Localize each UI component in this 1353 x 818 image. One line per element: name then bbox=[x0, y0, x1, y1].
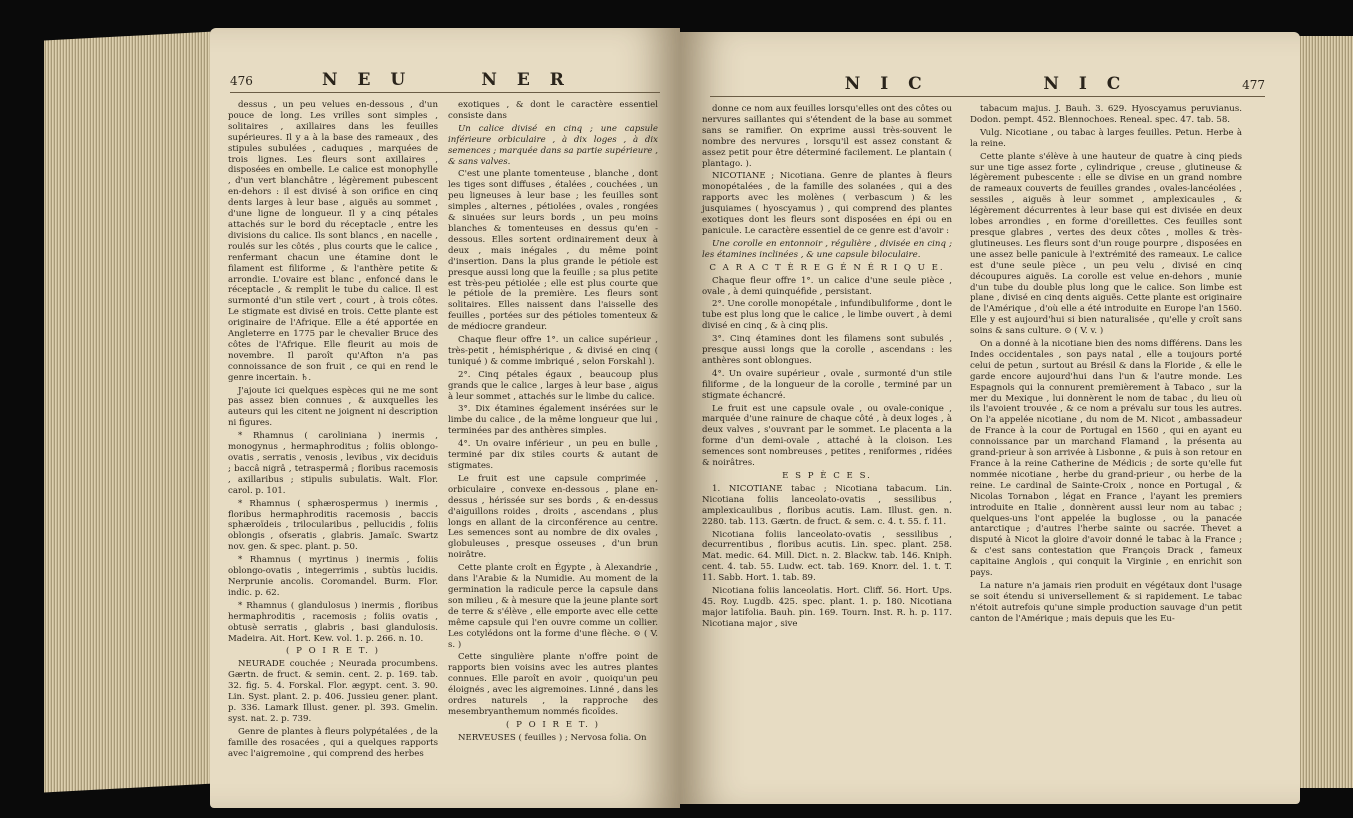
paragraph: Chaque fleur offre 1°. un calice supérieur , très-petit , hémisphérique , & divisé en cinq ( tuniqué ) & comme imbriqué , selon Forskahl ). bbox=[448, 335, 658, 367]
paragraph: 3°. Dix étamines également insérées sur le limbe du calice , de la même longueur que lui , terminées par des anthères simples. bbox=[448, 404, 658, 437]
left-column-2 bbox=[448, 100, 658, 746]
right-header-rule bbox=[710, 96, 1265, 97]
right-page-header bbox=[710, 74, 1265, 94]
paragraph: Genre de plantes à fleurs polypétalées , de la famille des rosacées , qui a quelques rapports avec l'aigremoine , qui comprend des herbes bbox=[228, 726, 438, 759]
right-header-left-title: N I C bbox=[844, 74, 929, 94]
paragraph: * Rhamnus ( myrtinus ) inermis , foliis oblongo-ovatis , integerrimis , subtùs lucidis. Nerprunie ancolis. Coromandel. Burm. Flor. indic. p. 62. bbox=[228, 555, 438, 598]
paragraph: Vulg. Nicotiane , ou tabac à larges feuilles. Petun. Herbe à la reine. bbox=[970, 127, 1242, 149]
paragraph: C'est une plante tomenteuse , blanche , dont les tiges sont diffuses , étalées , couchées , un peu ligneuses à leur base ; les feuilles sont simples , alternes , pétiolées , ovales , rongées & sinuées sur leurs bords , un peu moins blanches & tomenteuses en dessus qu'en - dessous. Elles sortent ordinairement deux à deux , mais inégales , du même point d'insertion. Dans la plus grande le pétiole est presque aussi long que la feuille ; sa plus petite est très-peu pétiolée ; elle est plus courte que le pétiole de la première. Les fleurs sont solitaires. Elles naissent dans l'aisselle des feuilles , portées sur des pétioles tomenteux & de médiocre grandeur. bbox=[448, 169, 658, 333]
paragraph: ( P O I R E T. ) bbox=[286, 646, 380, 657]
paragraph: NERVEUSES ( feuilles ) ; Nervosa folia. On bbox=[458, 732, 647, 743]
paragraph: Un calice divisé en cinq ; une capsule inférieure orbiculaire , à dix loges , à dix semences ; marquée dans sa partie supérieure , & sans valves. bbox=[448, 123, 658, 167]
left-page bbox=[210, 28, 680, 808]
paragraph: Nicotiana foliis lanceolato-ovatis , sessilibus , decurrentibus , floribus acutis. Lin. spec. plant. 258. Mat. medic. 64. Mill. Dict. n. 2. Blackw. tab. 146. Kniph. cent. 4. tab. 55. Ludw. ect. tab. 169. Knorr. del. 1. t. T. 11. Sabb. Hort. 1. tab. 89. bbox=[702, 529, 952, 584]
paragraph: C A R A C T È R E G É N É R I Q U E. bbox=[709, 262, 945, 273]
paragraph: ( P O I R E T. ) bbox=[506, 719, 600, 730]
paragraph: J'ajoute ici quelques espèces qui ne me sont pas assez bien connues , & auxquelles les auteurs qui les citent ne joignent ni description ni figures. bbox=[228, 385, 438, 429]
paragraph: tabacum majus. J. Bauh. 3. 629. Hyoscyamus peruvianus. Dodon. pempt. 452. Blennochoes. Reneal. spec. 47. tab. 58. bbox=[970, 104, 1242, 125]
paragraph: donne ce nom aux feuilles lorsqu'elles ont des côtes ou nervures saillantes qui s'étendent de la base au sommet sans se ramifier. On exprime aussi très-souvent le nombre des nervures , lorsqu'il est assez constant & assez petit pour être déterminé facilement. Le plantain ( plantago. ). bbox=[702, 104, 952, 169]
page-edges-left bbox=[44, 32, 214, 793]
right-page bbox=[680, 32, 1300, 804]
paragraph: Une corolle en entonnoir , régulière , divisée en cinq ; les étamines inclinées , & une capsule biloculaire. bbox=[702, 238, 952, 260]
paragraph: 2°. Une corolle monopétale , infundibuliforme , dont le tube est plus long que le calice , le limbe ouvert , à demi divisé en cinq , & à cinq plis. bbox=[702, 299, 952, 332]
paragraph: La nature n'a jamais rien produit en végétaux dont l'usage se soit étendu si universellement & si rapidement. Le tabac n'étoit autrefois qu'une simple production sauvage d'un petit canton de l'Amérique ; mais depuis que les Eu- bbox=[970, 580, 1242, 624]
left-column-1 bbox=[228, 100, 438, 761]
paragraph: * Rhamnus ( sphærospermus ) inermis , floribus hermaphroditis racemosis , baccis sphæroïdeis , trilocularibus , pellucidis , foliis oblongis , ofseratis , glabris. Jamaïc. Swartz nov. gen. & spec. plant. p. 50. bbox=[228, 498, 438, 553]
paragraph: Le fruit est une capsule ovale , ou ovale-conique , marquée d'une rainure de chaque côté , à deux loges , à deux valves , s'ouvrant par le sommet. Le placenta a la forme d'un demi-ovale , attaché à la cloison. Les semences sont nombreuses , petites , reniformes , ridées & noirâtres. bbox=[702, 403, 952, 469]
paragraph: Cette singulière plante n'offre point de rapports bien voisins avec les autres plantes connues. Elle paroît en avoir , quoiqu'un peu éloignés , avec les aigremoines. Linné , dans les ordres naturels , la rapproche des mesembryanthemum nommés ficoïdes. bbox=[448, 652, 658, 717]
right-header-right-title: N I C bbox=[1043, 74, 1128, 94]
left-header-left-title: N E U bbox=[322, 70, 413, 90]
right-column-2 bbox=[970, 104, 1242, 627]
paragraph: Nicotiana foliis lanceolatis. Hort. Cliff. 56. Hort. Ups. 45. Roy. Lugdb. 425. spec. plant. 1. p. 180. Nicotiana major latifolia. Bauh. pin. 169. Tourn. Inst. R. h. p. 117. Nicotiana major , sive bbox=[702, 586, 952, 629]
paragraph: * Rhamnus ( caroliniana ) inermis , monogynus , hermaphroditus ; foliis oblongo-ovatis , serratis , venosis , levibus , vix deciduis ; baccâ nigrâ , tetraspermâ ; floribus racemosis , axillaribus ; stipulis subulatis. Walt. Flor. carol. p. 101. bbox=[228, 431, 438, 496]
paragraph: dessus , un peu velues en-dessous , d'un pouce de long. Les vrilles sont simples , solitaires , axillaires dans les feuilles supérieures. Il y a à la base des rameaux , des stipules subulées , caduques , marquées de trois lignes. Les fleurs sont axillaires , disposées en ombelle. Le calice est monophylle , d'un vert blanchâtre , légèrement pubescent en-dehors : il est divisé à son orifice en cinq dents larges à leur base , aiguës au sommet , d'une ligne de longueur. Il y a cinq pétales attachés sur le bord du réceptacle , entre les divisions du calice. Ils sont blancs , en nacelle , roulés sur les côtés , plus courts que le calice , renfermant chacun une étamine dont le filament est filiforme , & l'anthère petite & arrondie. L'ovaire est blanc , enfoncé dans le réceptacle , & remplit le tube du calice. Il est surmonté d'un stile vert , court , à trois côtes. Le stigmate est divisé en trois. Cette plante est originaire de l'Afrique. Elle a été apportée en Angleterre en 1775 par le chevalier Bruce des côtes de l'Afrique. Elle fleurit au mois de novembre. Il paroît qu'Afton n'a pas connoissance de son fruit , ce qui en rend le genre incertain. ♄. bbox=[228, 100, 438, 383]
page-edges-right bbox=[1293, 36, 1353, 788]
paragraph: 4°. Un ovaire inférieur , un peu en bulle , terminé par dix stiles courts & autant de stigmates. bbox=[448, 439, 658, 471]
left-page-header bbox=[230, 70, 660, 90]
right-page-number: 477 bbox=[1242, 78, 1265, 92]
paragraph: E S P È C E S. bbox=[782, 471, 872, 481]
paragraph: exotiques , & dont le caractère essentiel consiste dans bbox=[448, 100, 658, 121]
left-header-rule bbox=[230, 92, 660, 93]
paragraph: 3°. Cinq étamines dont les filamens sont subulés , presque aussi longs que la corolle , ascendans : les anthères sont oblongues. bbox=[702, 334, 952, 366]
paragraph: Le fruit est une capsule comprimée , orbiculaire , convexe en-dessous , plane en-dessus , hérissée sur ses bords , & en-dessus d'aiguillons roides , droits , ascendans , plus longs en allant de la circonférence au centre. Les semences sont au nombre de dix ovales , globuleuses , presque osseuses , d'un brun noirâtre. bbox=[448, 473, 658, 561]
paragraph: * Rhamnus ( glandulosus ) inermis , floribus hermaphroditis , racemosis ; foliis ovatis , obtusè serratis , glabris , basi glandulosis. Madeira. Ait. Hort. Kew. vol. 1. p. 266. n. 10. bbox=[228, 600, 438, 644]
left-page-number: 476 bbox=[230, 74, 253, 88]
paragraph: NICOTIANE ; Nicotiana. Genre de plantes à fleurs monopétalées , de la famille des solanées , qui a des rapports avec les molènes ( verbascum ) & les jusquiames ( hyoscyamus ) , qui comprend des plantes exotiques dont les fleurs sont disposées en épi ou en panicule. Le caractère essentiel de ce genre est d'avoir : bbox=[702, 171, 952, 236]
paragraph: 2°. Cinq pétales égaux , beaucoup plus grands que le calice , larges à leur base , aigus à leur sommet , attachés sur le limbe du calice. bbox=[448, 369, 658, 402]
paragraph: 4°. Un ovaire supérieur , ovale , surmonté d'un stile filiforme , de la longueur de la corolle , terminé par un stigmate échancré. bbox=[702, 368, 952, 401]
paragraph: On a donné à la nicotiane bien des noms différens. Dans les Indes occidentales , son pays natal , elle a toujours porté celui de petun , surtout au Brésil & dans la Floride , & elle le garde encore aujourd'hui dans l'un & l'autre monde. Les Espagnols qui la connurent premièrement à Tabaco , sur la mer du Mexique , lui donnèrent le nom de tabac , du lieu où ils l'avoient trouvée , & ce nom a prévalu sur tous les autres. On l'a appelée nicotiane , du nom de M. Nicot , ambassadeur de France à la cour de Portugal en 1560 , qui en ayant eu connoissance par un marchand Flamand , la présenta au grand-prieur à son arrivée à Lisbonne , & puis à son retour en France à la reine Catherine de Médicis ; de sorte qu'elle fut nommée nicotiane , herbe du grand-prieur , ou herbe de la reine. Le cardinal de Sainte-Croix , nonce en Portugal , & Nicolas Tornabon , légat en France , l'ayant les premiers introduite en Italie , donnèrent aussi leur nom au tabac ; quelques-uns l'ont appelée la buglosse , ou la panacée antarctique ; d'autres l'herbe sainte ou sacrée. Thevet a disputé à Nicot la gloire d'avoir donné le tabac à la France ; & c'est sans contestation que François Drack , fameux capitaine Anglois , qui conquit la Virginie , en enrichit son pays. bbox=[970, 339, 1242, 579]
paragraph: NEURADE couchée ; Neurada procumbens. Gærtn. de fruct. & semin. cent. 2. p. 169. tab. 32. fig. 5. 4. Forskal. Flor. ægypt. cent. 3. 90. Lin. Syst. plant. 2. p. 406. Jussieu gener. plant. p. 336. Lamark Illust. gener. pl. 393. Gmelin. syst. nat. 2. p. 739. bbox=[228, 659, 438, 724]
paragraph: Chaque fleur offre 1°. un calice d'une seule pièce , ovale , à demi quinquéfide , persistant. bbox=[702, 275, 952, 297]
left-header-right-title: N E R bbox=[481, 70, 571, 90]
paragraph: Cette plante croît en Égypte , à Alexandrie , dans l'Arabie & la Numidie. Au moment de la germination la radicule perce la capsule dans son milieu , & à mesure que la jeune plante sort de terre & s'élève , elle emporte avec elle cette même capsule qui l'en ouvre comme un collier. Les cotylédons ont la forme d'une flèche. ⊙ ( V. s. ) bbox=[448, 563, 658, 650]
right-column-1 bbox=[702, 104, 952, 632]
paragraph: Cette plante s'élève à une hauteur de quatre à cinq pieds sur une tige assez forte , cylindrique , creuse , glutineuse & légèrement pubescente : elle se divise en un grand nombre de rameaux couverts de feuilles grandes , ovales-lancéolées , sessiles , aiguës à leur sommet , amplexicaules , & légèrement décurrentes à leur base qui est divisée en deux lobes arrondies , en forme d'oreillettes. Ces feuilles sont presque glabres , vertes des deux côtes , molles & très-glutineuses. Les fleurs sont d'un rouge pourpre , disposées en une assez belle panicule à l'extrémité des rameaux. Le calice est d'une seule pièce , un peu velu , divisé en cinq découpures aiguës. La corolle est velue en-dehors , munie d'un tube du double plus long que le calice. Son limbe est plane , divisé en cinq dents aiguës. Cette plante est originaire de l'Amérique , d'où elle a été introduite en Europe l'an 1560. Elle y est aujourd'hui si bien naturalisée , qu'elle y croît sans soins & sans culture. ⊙ ( V. v. ) bbox=[970, 151, 1242, 337]
paragraph: 1. NICOTIANE tabac ; Nicotiana tabacum. Lin. Nicotiana foliis lanceolato-ovatis , sessilibus , amplexicaulibus , floribus acutis. Lam. Illust. gen. n. 2280. tab. 113. Gærtn. de fruct. & sem. c. 4. t. 55. f. 11. bbox=[702, 483, 952, 527]
